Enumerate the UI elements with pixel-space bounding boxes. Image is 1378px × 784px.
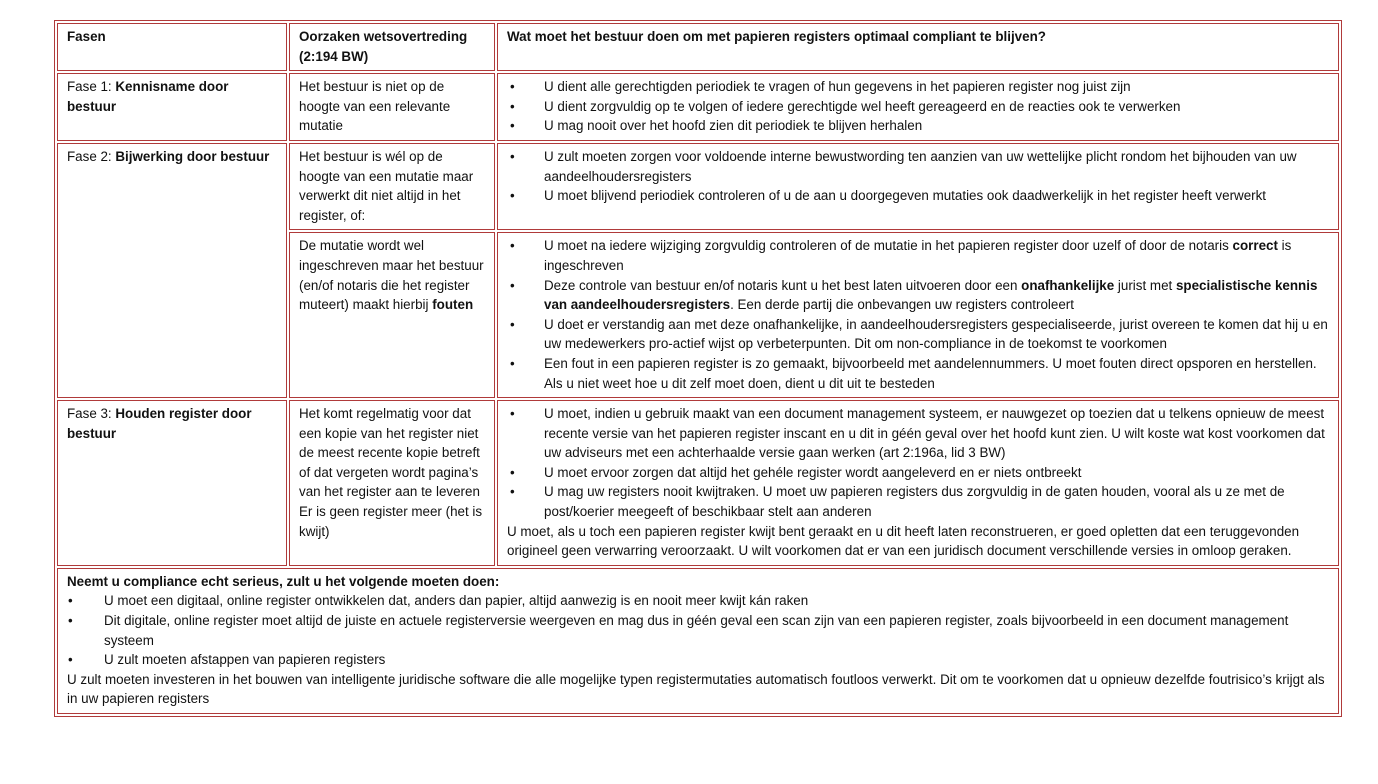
fase2-actions-a bbox=[497, 143, 1339, 230]
header-oorzaken: Oorzaken wetsovertreding (2:194 BW) bbox=[289, 23, 495, 71]
fase1-label: Fase 1: Kennisname door bestuur bbox=[57, 73, 287, 141]
fase3-row bbox=[57, 400, 1339, 566]
list-item: • U moet blijvend periodiek controleren of u de aan u doorgegeven mutaties ook daadwerkelijk in het register heeft verwerkt bbox=[507, 186, 1329, 206]
fase3-cause: Het komt regelmatig voor dat een kopie van het register niet de meest recente kopie betreft of dat vergeten wordt pagina’s van het register aan te leveren Er is geen register meer (het is kwijt) bbox=[289, 400, 495, 566]
fase2-cause-b: De mutatie wordt wel ingeschreven maar het bestuur (en/of notaris die het register muteert) maakt hierbij fouten bbox=[289, 232, 495, 398]
list-item: • U moet na iedere wijziging zorgvuldig controleren of de mutatie in het papieren register door uzelf of door de notaris correct is ingeschreven bbox=[507, 236, 1329, 275]
footer-heading: Neemt u compliance echt serieus, zult u het volgende moeten doen: bbox=[67, 573, 500, 589]
list-item: • Dit digitale, online register moet altijd de juiste en actuele registerversie weergeven en mag dus in géén geval een scan zijn van een papieren register, zoals bijvoorbeeld in een document management systeem bbox=[67, 611, 1329, 650]
fase2-actions-b bbox=[497, 232, 1339, 398]
fase1-cause: Het bestuur is niet op de hoogte van een relevante mutatie bbox=[289, 73, 495, 141]
header-fasen: Fasen bbox=[57, 23, 287, 71]
footer-closing: U zult moeten investeren in het bouwen van intelligente juridische software die alle mogelijke typen registermutaties automatisch foutloos verwerkt. Dit om te voorkomen dat u opnieuw dezelfde foutrisico’s krijgt als in uw papieren registers bbox=[67, 671, 1325, 707]
fase3-actions bbox=[497, 400, 1339, 566]
list-item: • U moet, indien u gebruik maakt van een document management systeem, er nauwgezet op toezien dat u telkens opnieuw de meest recente versie van het papieren register inscant en u dit in géén geval over het hoofd kunt zien. U wilt koste wat kost voorkomen dat uw adviseurs met een achterhaalde versie gaan werken (art 2:196a, lid 3 BW) bbox=[507, 404, 1329, 463]
list-item: • Een fout in een papieren register is zo gemaakt, bijvoorbeeld met aandelennummers. U moet fouten direct opsporen en herstellen. Als u niet weet hoe u dit zelf moet doen, dient u dit uit te besteden bbox=[507, 354, 1329, 393]
fase1-actions bbox=[497, 73, 1339, 141]
header-row bbox=[57, 23, 1339, 71]
fase3-note: U moet, als u toch een papieren register kwijt bent geraakt en u dit heeft laten reconstrueren, er goed opletten dat een teruggevonden origineel geen verwarring veroorzaakt. U wilt voorkomen dat er van een juridisch document verschillende versies in omloop geraken. bbox=[507, 523, 1300, 559]
list-item: • U dient alle gerechtigden periodiek te vragen of hun gegevens in het papieren register nog juist zijn bbox=[507, 77, 1329, 97]
fase2-label: Fase 2: Bijwerking door bestuur bbox=[57, 143, 287, 398]
fase2-row-a bbox=[57, 143, 1339, 230]
list-item: • U zult moeten afstappen van papieren registers bbox=[67, 650, 1329, 670]
list-item: • Deze controle van bestuur en/of notaris kunt u het best laten uitvoeren door een onafhankelijke jurist met specialistische kennis van aandeelhoudersregisters. Een derde partij die onbevangen uw registers controleert bbox=[507, 276, 1329, 315]
footer-row bbox=[57, 568, 1339, 714]
list-item: • U dient zorgvuldig op te volgen of iedere gerechtigde wel heeft gereageerd en de reacties ook te verwerken bbox=[507, 97, 1329, 117]
header-actions: Wat moet het bestuur doen om met papieren registers optimaal compliant te blijven? bbox=[497, 23, 1339, 71]
fase2-cause-a: Het bestuur is wél op de hoogte van een mutatie maar verwerkt dit niet altijd in het register, of: bbox=[289, 143, 495, 230]
list-item: • U zult moeten zorgen voor voldoende interne bewustwording ten aanzien van uw wettelijke plicht rondom het bijhouden van uw aandeelhoudersregisters bbox=[507, 147, 1329, 186]
list-item: • U mag nooit over het hoofd zien dit periodiek te blijven herhalen bbox=[507, 116, 1329, 136]
fase3-label: Fase 3: Houden register door bestuur bbox=[57, 400, 287, 566]
footer-cell bbox=[57, 568, 1339, 714]
list-item: • U moet een digitaal, online register ontwikkelen dat, anders dan papier, altijd aanwezig is en nooit meer kwijt kán raken bbox=[67, 591, 1329, 611]
list-item: • U doet er verstandig aan met deze onafhankelijke, in aandeelhoudersregisters gespecialiseerde, jurist overeen te komen dat hij u en uw medewerkers pro-actief wijst op verbeterpunten. Dit om non-compliance in de toekomst te voorkomen bbox=[507, 315, 1329, 354]
list-item: • U moet ervoor zorgen dat altijd het gehéle register wordt aangeleverd en er niets ontbreekt bbox=[507, 463, 1329, 483]
compliance-table bbox=[54, 20, 1342, 717]
fase1-row bbox=[57, 73, 1339, 141]
list-item: • U mag uw registers nooit kwijtraken. U moet uw papieren registers dus zorgvuldig in de gaten houden, vooral als u ze met de post/koerier meegeeft of beschikbaar stelt aan anderen bbox=[507, 482, 1329, 521]
